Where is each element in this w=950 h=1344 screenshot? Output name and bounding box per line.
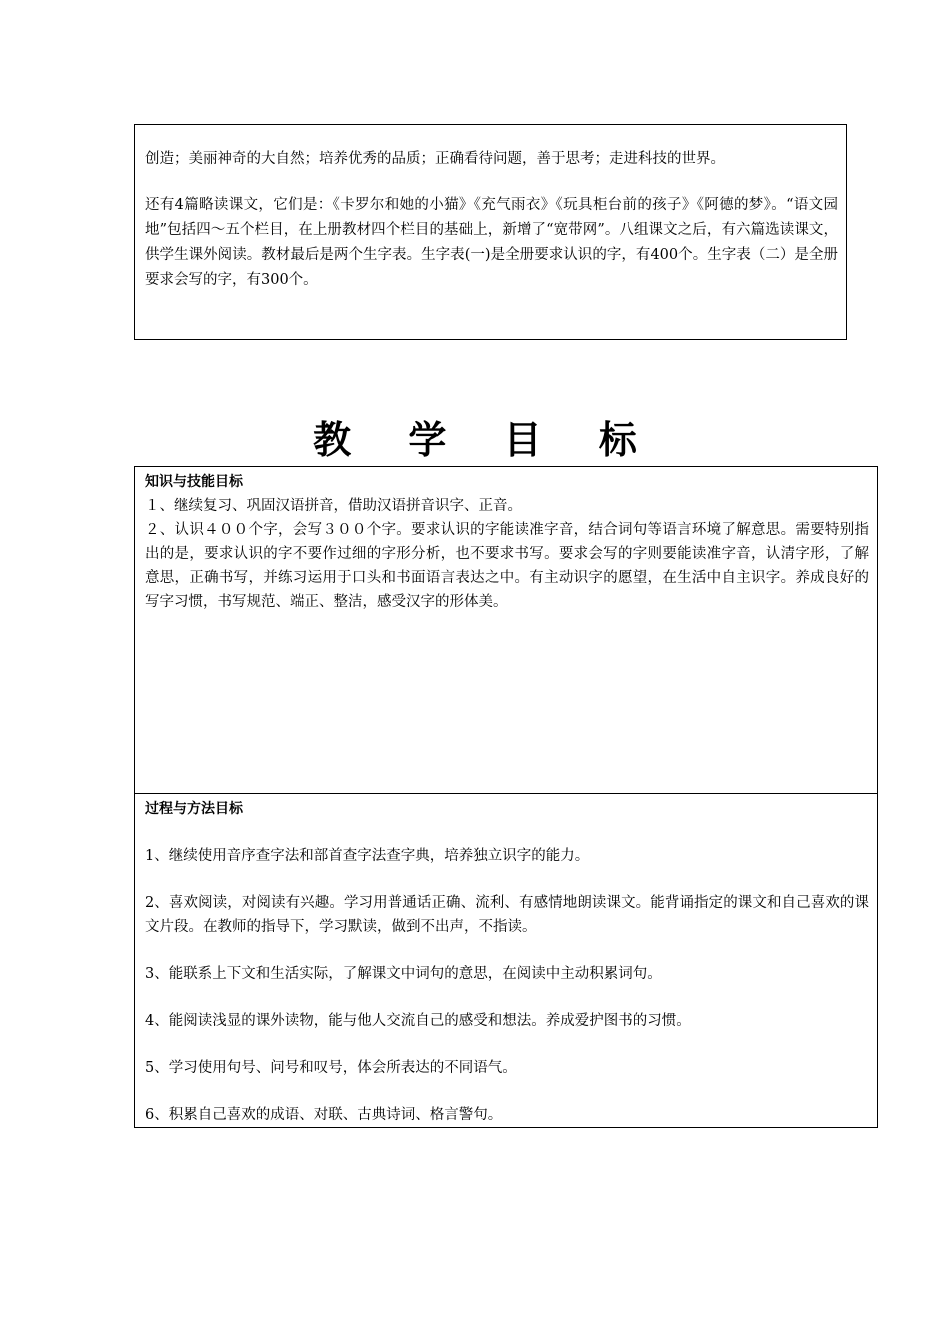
process-item: 6、积累自己喜欢的成语、对联、古典诗词、格言警句。 bbox=[145, 1107, 503, 1123]
process-heading: 过程与方法目标 bbox=[145, 801, 243, 817]
process-item: 4、能阅读浅显的课外读物，能与他人交流自己的感受和想法。养成爱护图书的习惯。 bbox=[145, 1013, 691, 1029]
process-item: 5、学习使用句号、问号和叹号，体会所表达的不同语气。 bbox=[145, 1060, 517, 1076]
knowledge-item: １、继续复习、巩固汉语拼音，借助汉语拼音识字、正音。 bbox=[145, 498, 522, 514]
process-item: 2、喜欢阅读，对阅读有兴趣。学习用普通话正确、流利、有感情地朗读课文。能背诵指定的课文和自己喜欢的课文片段。在教师的指导下，学习默读，做到不出声，不指读。 bbox=[145, 895, 869, 935]
knowledge-item: ２、认识４００个字，会写３００个字。要求认识的字能读准字音，结合词句等语言环境了解意思。需要特别指出的是，要求认识的字不要作过细的字形分析，也不要求书写。要求会写的字则要能读准字音，认清字形，了解意思，正确书写，并练习运用于口头和书面语言表达之中。有主动识字的愿望，在生活中自主识字。养成良好的写字习惯，书写规范、端正、整洁，感受汉字的形体美。 bbox=[145, 522, 869, 610]
intro-paragraph: 创造；美丽神奇的大自然；培养优秀的品质；正确看待问题，善于思考；走进科技的世界。 bbox=[145, 151, 725, 167]
intro-text-box bbox=[134, 124, 847, 340]
intro-paragraph: 还有4篇略读课文，它们是：《卡罗尔和她的小猫》《充气雨衣》《玩具柜台前的孩子》《阿德的梦》。“语文园地”包括四～五个栏目，在上册教材四个栏目的基础上，新增了“宽带网”。八组课文之后，有六篇选读课文，供学生课外阅读。教材最后是两个生字表。生字表(一)是全册要求认识的字，有400个。生字表（二）是全册要求会写的字，有300个。 bbox=[145, 197, 838, 288]
process-item: 3、能联系上下文和生活实际，了解课文中词句的意思，在阅读中主动积累词句。 bbox=[145, 966, 662, 982]
knowledge-skills-cell bbox=[135, 467, 877, 794]
process-methods-cell bbox=[135, 794, 877, 1127]
process-item: 1、继续使用音序查字法和部首查字法查字典，培养独立识字的能力。 bbox=[145, 848, 590, 864]
knowledge-heading: 知识与技能目标 bbox=[145, 474, 243, 490]
section-title: 教 学 目 标 bbox=[313, 417, 659, 462]
objectives-table bbox=[134, 466, 878, 1128]
